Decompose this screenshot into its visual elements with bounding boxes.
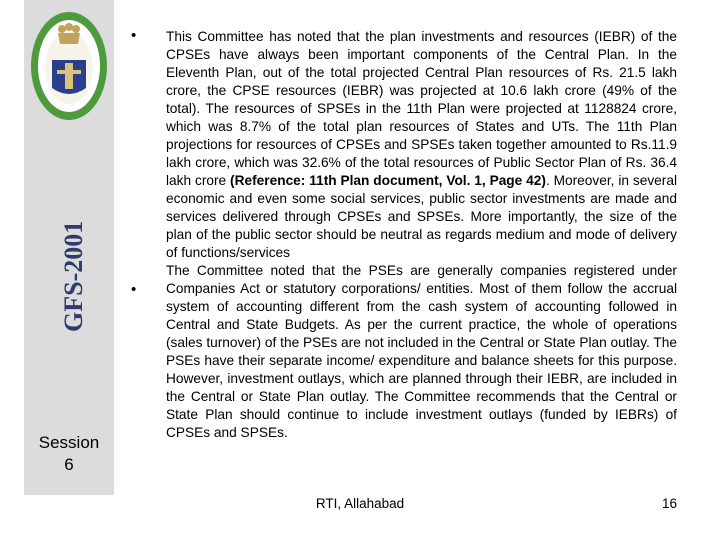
bullet-1: • — [131, 27, 137, 44]
session-label — [24, 432, 114, 476]
footer-source: RTI, Allahabad — [315, 496, 405, 511]
vertical-title — [30, 150, 110, 350]
emblem-logo — [28, 8, 110, 124]
reference-text: (Reference: 11th Plan document, Vol. 1, Page 42) — [230, 173, 546, 188]
paragraph-2: The Committee noted that the PSEs are generally companies registered under Companies Act or statutory corporations/ entities. Most of them follow the accrual system of accounting different from the cash system of accounting followed in Central and State Budgets. As per the current practice, the whole of operations (sales turnover) of the PSEs are not included in the Central or State Plan outlay. The PSEs have their separate income/ expenditure and balance sheets for this purpose. However, investment outlays, which are planned through their IEBR, are included in the Central or State Plan outlay. The Committee recommends that the Central or State Plan should continue to include investment outlays (funded by IEBRs) of CPSEs and SPSEs. — [166, 263, 677, 440]
session-number: 6 — [64, 455, 74, 474]
bullet-2: • — [131, 281, 137, 298]
vertical-title-text: GFS-2001 — [59, 220, 88, 332]
paragraph-1: This Committee has noted that the plan investments and resources (IEBR) of the CPSEs have always been important components of the Central Plan. In the Eleventh Plan, out of the total projected Central Plan resources of Rs. 21.5 lakh crore, the CPSE resources (IEBR) was projected at 10.6 lakh crore (49% of the total). The resources of SPSEs in the 11th Plan were projected at 1128824 crore, which was 8.7% of the total plan resources of States and UTs. The 11th Plan projections for resources of CPSEs and SPSEs taken together amounted to Rs.11.9 lakh crore, which was 32.6% of the total resources of Public Sector Plan of Rs. 36.4 lakh crore (Reference: 11th Plan document, Vol. 1, Page 42). Moreover, in several economic and even some social services, public sector investments are made and services delivered through CPSEs and SPSEs. More importantly, the size of the plan of the public sector should be neutral as regards medium and mode of delivery of functions/services — [166, 29, 677, 260]
session-label-text: Session — [38, 433, 100, 452]
body-text — [166, 28, 677, 442]
page-number: 16 — [661, 496, 677, 511]
sidebar — [24, 0, 114, 495]
